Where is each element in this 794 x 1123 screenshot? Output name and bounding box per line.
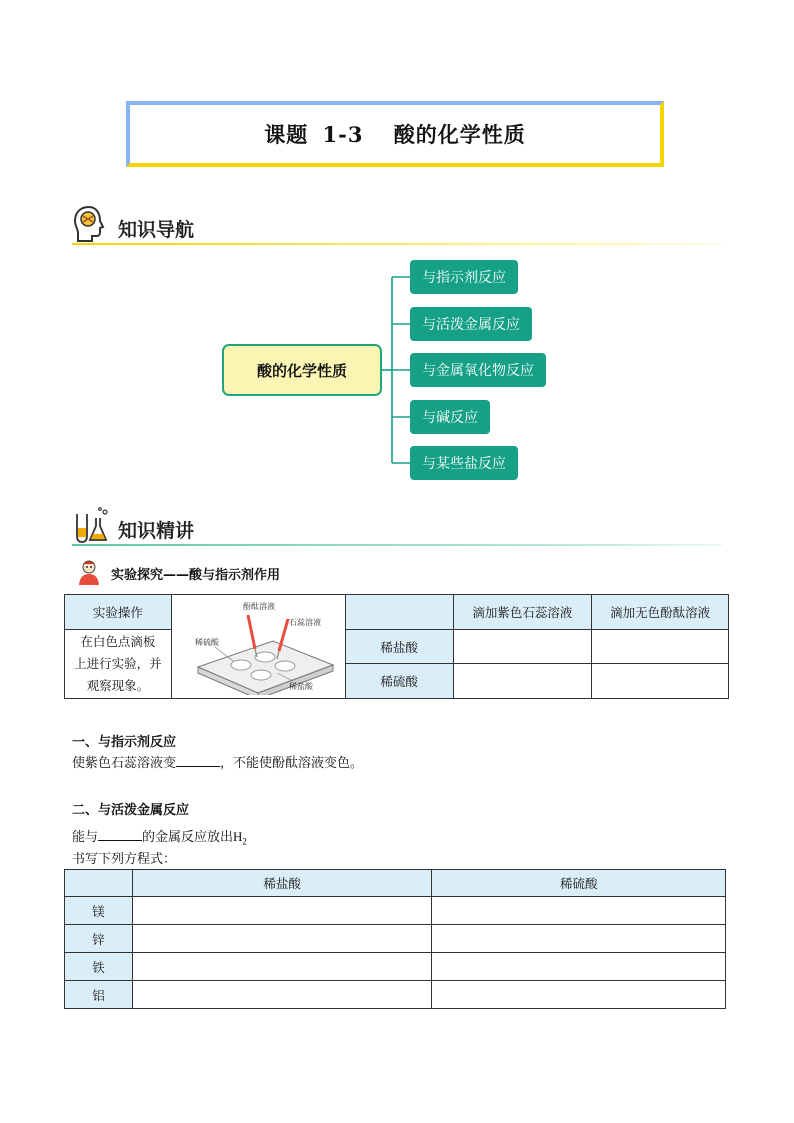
section-underline	[72, 544, 722, 546]
experiment-image-cell	[171, 595, 345, 699]
col-h2so4-header: 稀硫酸	[432, 870, 726, 897]
page-title	[264, 119, 526, 149]
fill-blank[interactable]	[98, 828, 142, 841]
part2-line1	[72, 826, 247, 847]
mindmap-branch-metal-oxide: 与金属氧化物反应	[410, 353, 546, 387]
answer-cell[interactable]	[592, 664, 729, 699]
experiment-table	[64, 594, 729, 699]
brain-idea-icon	[72, 205, 108, 243]
h2-formula	[233, 829, 247, 847]
equation-cell[interactable]	[132, 897, 432, 925]
op-line: 观察现象。	[86, 678, 150, 693]
answer-cell[interactable]	[453, 664, 592, 699]
row-metal-label: 锌	[65, 925, 133, 953]
mindmap-branch-salt: 与某些盐反应	[410, 446, 518, 480]
part1-heading: 一、与指示剂反应	[72, 735, 177, 750]
corner-cell	[65, 870, 133, 897]
h2-symbol: H	[233, 829, 243, 844]
part1-text	[72, 752, 363, 771]
empty-header-cell	[345, 595, 453, 630]
h2-subscript: 2	[242, 836, 247, 847]
section-underline	[72, 243, 722, 245]
label-h2so4: 稀硫酸	[195, 638, 220, 647]
row-hcl-label: 稀盐酸	[345, 630, 453, 664]
experiment-title: 实验探究——酸与指示剂作用	[111, 568, 281, 583]
op-line: 在白色点滴板	[80, 634, 156, 649]
mindmap-branch-base: 与碱反应	[410, 400, 490, 434]
mindmap-branch-indicator: 与指示剂反应	[410, 260, 518, 294]
title-box	[126, 101, 664, 167]
mindmap-branch-active-metal: 与活泼金属反应	[410, 307, 532, 341]
col-litmus-header: 滴加紫色石蕊溶液	[453, 595, 592, 630]
equation-cell[interactable]	[432, 897, 726, 925]
col-phenol-header: 滴加无色酚酞溶液	[592, 595, 729, 630]
col-hcl-header: 稀盐酸	[132, 870, 432, 897]
section-header-explanation	[72, 506, 722, 546]
part2-line2: 书写下列方程式：	[72, 852, 177, 867]
mindmap-root: 酸的化学性质	[222, 344, 382, 396]
answer-cell[interactable]	[453, 630, 592, 664]
part1-text-a: 使紫色石蕊溶液变	[72, 756, 177, 771]
section-title-explanation: 知识精讲	[118, 520, 195, 542]
equation-cell[interactable]	[132, 953, 432, 981]
fill-blank[interactable]	[176, 754, 220, 767]
lab-flask-icon	[72, 506, 112, 546]
part2-line1-b: 的金属反应放出	[142, 830, 234, 845]
title-prefix: 课题	[264, 122, 309, 147]
scientist-icon	[76, 558, 102, 586]
part2-heading: 二、与活泼金属反应	[72, 803, 190, 818]
equation-table	[64, 869, 726, 1009]
op-description	[65, 630, 172, 699]
equation-cell[interactable]	[432, 925, 726, 953]
row-metal-label: 铝	[65, 981, 133, 1009]
op-line: 上进行实验，并	[74, 656, 162, 671]
label-phenol: 酚酞溶液	[243, 602, 276, 611]
section-title-navigation: 知识导航	[118, 219, 195, 241]
row-metal-label: 铁	[65, 953, 133, 981]
op-header: 实验操作	[65, 595, 172, 630]
part2-line1-a: 能与	[72, 830, 99, 845]
part1-text-b: ，不能使酚酞溶液变色。	[220, 756, 364, 771]
section-header-navigation	[72, 205, 722, 245]
title-main: 酸的化学性质	[393, 122, 526, 147]
label-hcl: 稀盐酸	[289, 682, 314, 691]
spot-plate-illustration	[173, 595, 343, 695]
row-metal-label: 镁	[65, 897, 133, 925]
row-h2so4-label: 稀硫酸	[345, 664, 453, 699]
title-number: 1-3	[322, 122, 364, 147]
equation-cell[interactable]	[132, 925, 432, 953]
equation-cell[interactable]	[432, 953, 726, 981]
equation-cell[interactable]	[432, 981, 726, 1009]
answer-cell[interactable]	[592, 630, 729, 664]
equation-cell[interactable]	[132, 981, 432, 1009]
label-litmus: 石蕊溶液	[289, 618, 322, 627]
